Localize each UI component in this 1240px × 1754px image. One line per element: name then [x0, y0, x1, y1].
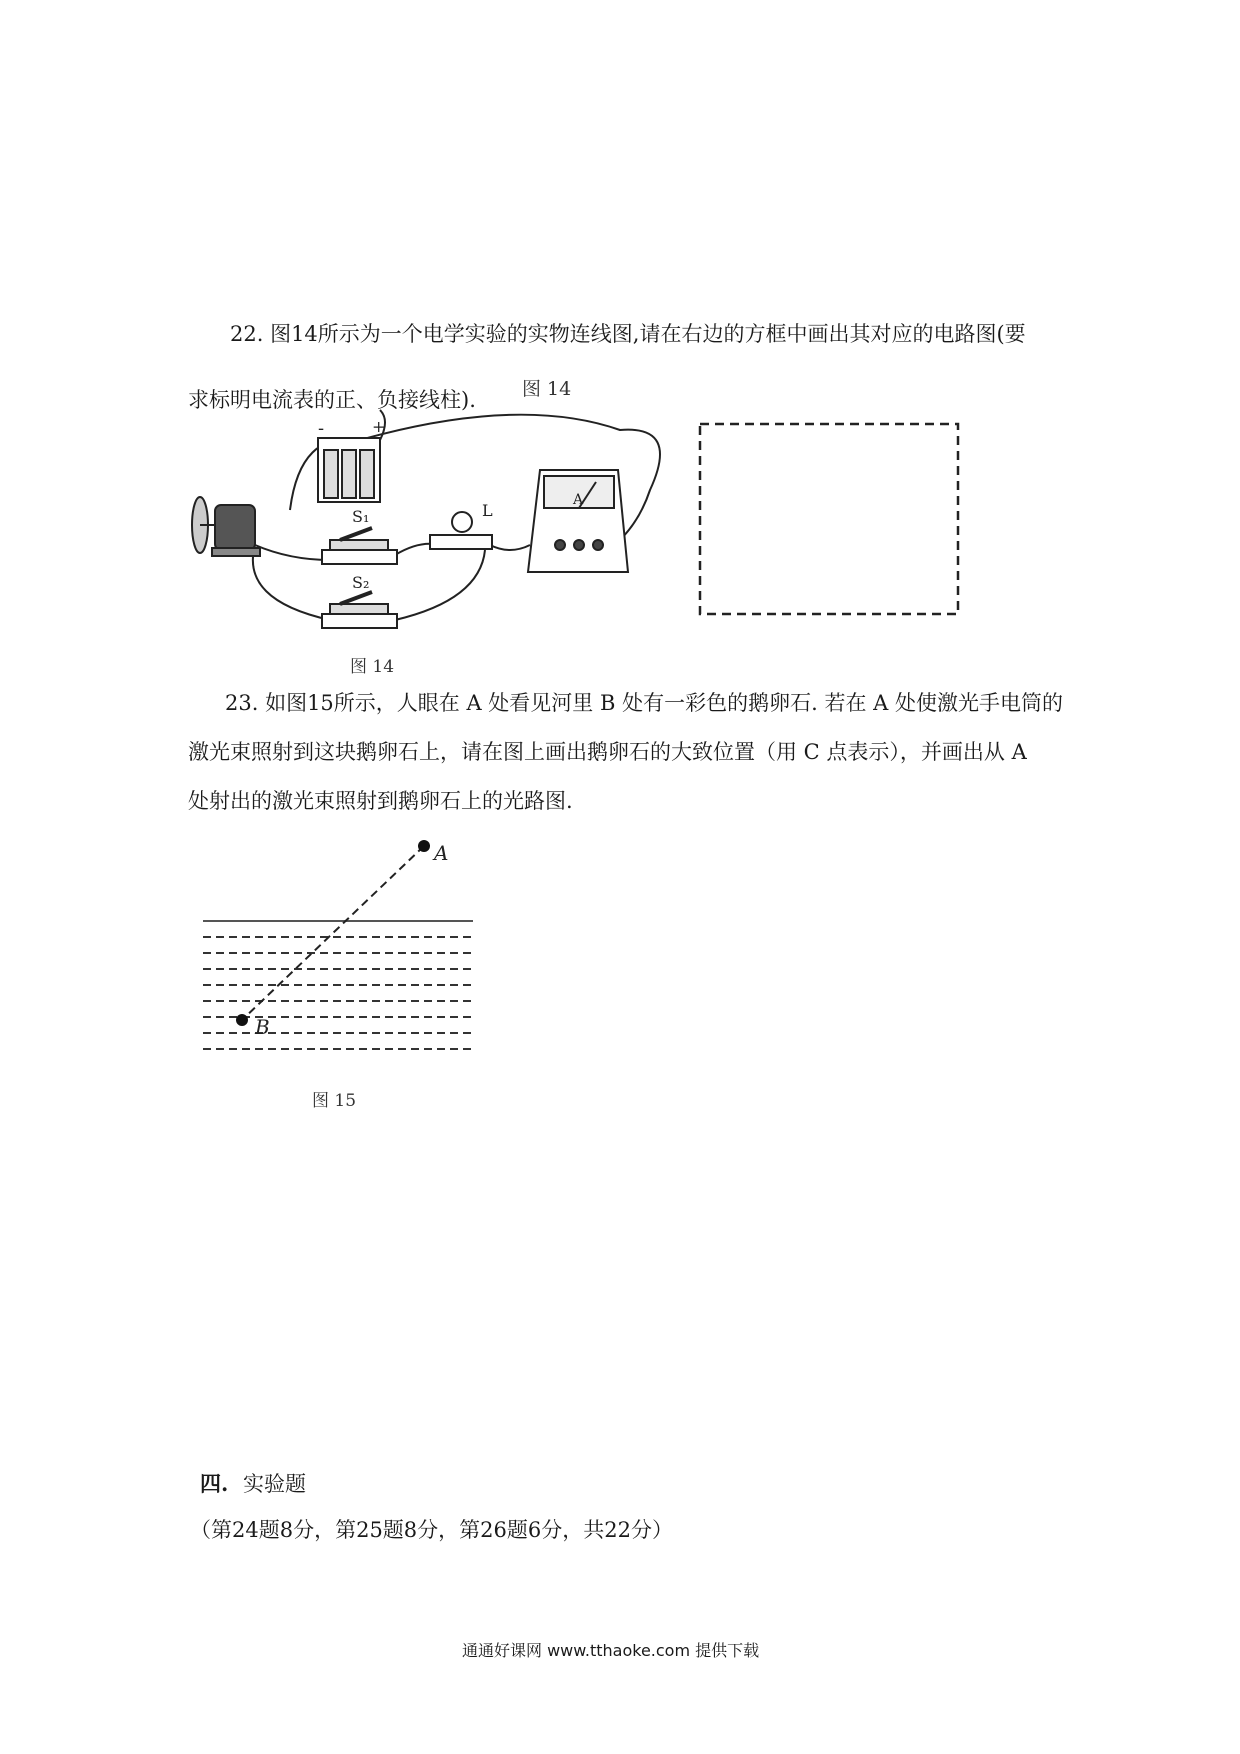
water-dashed-lines [203, 937, 473, 1049]
q23-text-line3: 处射出的激光束照射到鹅卵石上的光路图. [188, 789, 573, 813]
section4-number: 四. [200, 1471, 229, 1496]
figure-15-caption: 图 15 [312, 1091, 357, 1111]
section4-heading [200, 1470, 306, 1498]
section4-scoring: （第24题8分，第25题8分，第26题6分，共22分） [190, 1518, 673, 1542]
q22-floating-figure-label: 图 14 [522, 378, 572, 400]
section4-title: 实验题 [243, 1472, 306, 1496]
battery-plus-label: + [372, 417, 386, 436]
q23-text-line1: 23. 如图15所示，人眼在 A 处看见河里 B 处有一彩色的鹅卵石. 若在 A 处使激光手电筒的 [225, 691, 1063, 715]
point-b-label: B [255, 1015, 270, 1039]
point-b-dot [236, 1014, 248, 1026]
q22-text-line1: 22. 图14所示为一个电学实验的实物连线图,请在右边的方框中画出其对应的电路图(要 [230, 322, 1026, 346]
battery-minus-label: - [318, 418, 325, 439]
figure-14-caption: 图 14 [350, 657, 395, 677]
point-a-dot [418, 840, 430, 852]
sight-line-dashed [242, 846, 424, 1020]
lamp-label: L [482, 501, 493, 520]
footer-credit: 通通好课网 www.tthaoke.com 提供下载 [462, 1641, 760, 1660]
ammeter-label: A [573, 492, 584, 508]
q22-text-line2: 求标明电流表的正、负接线柱). [188, 388, 476, 412]
point-a-label: A [434, 841, 449, 865]
switch-s1-label: S₁ [352, 507, 370, 526]
q23-text-line2: 激光束照射到这块鹅卵石上，请在图上画出鹅卵石的大致位置（用 C 点表示），并画出从 A [188, 740, 1027, 764]
switch-s2-label: S₂ [352, 573, 370, 592]
